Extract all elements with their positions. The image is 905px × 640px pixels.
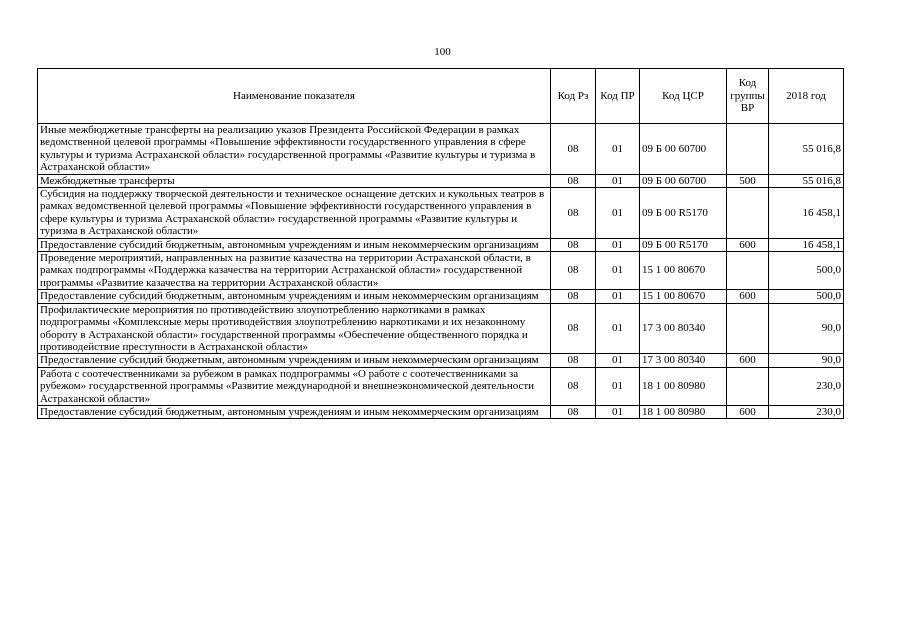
table-row (38, 303, 844, 354)
row-pr: 01 (596, 252, 640, 290)
row-csr: 15 1 00 80670 (640, 252, 727, 290)
row-rz: 08 (551, 174, 596, 187)
row-vr (727, 252, 769, 290)
row-csr: 18 1 00 80980 (640, 405, 727, 418)
table-row (38, 252, 844, 290)
row-rz: 08 (551, 252, 596, 290)
row-name: Субсидия на поддержку творческой деятельности и техническое оснащение детских и кукольных театров в рамках ведомственной целевой программы «Повышение эффективности государственного управления в сфере культуры и туризма Астраханской области» государственной программы «Развитие культуры и туризма в Астраханской области» (38, 188, 551, 239)
row-csr: 09 Б 00 R5170 (640, 238, 727, 251)
row-vr: 600 (727, 354, 769, 367)
header-year: 2018 год (769, 69, 844, 124)
header-rz: Код Рз (551, 69, 596, 124)
row-amount: 55 016,8 (769, 174, 844, 187)
row-amount: 500,0 (769, 252, 844, 290)
header-vr: Код группы ВР (727, 69, 769, 124)
row-csr: 09 Б 00 R5170 (640, 188, 727, 239)
row-pr: 01 (596, 238, 640, 251)
table-row (38, 238, 844, 251)
header-name: Наименование показателя (38, 69, 551, 124)
table-row (38, 124, 844, 175)
row-vr (727, 124, 769, 175)
row-name: Предоставление субсидий бюджетным, автономным учреждениям и иным некоммерческим организациям (38, 405, 551, 418)
row-vr: 500 (727, 174, 769, 187)
row-rz: 08 (551, 188, 596, 239)
row-vr (727, 367, 769, 405)
row-csr: 17 3 00 80340 (640, 303, 727, 354)
row-name: Предоставление субсидий бюджетным, автономным учреждениям и иным некоммерческим организациям (38, 290, 551, 303)
row-name: Иные межбюджетные трансферты на реализацию указов Президента Российской Федерации в рамках ведомственной целевой программы «Повышение эффективности государственного управления в сфере культуры и туризма Астраханской области» государственной программы «Развитие культуры и туризма в Астраханской области» (38, 124, 551, 175)
row-pr: 01 (596, 188, 640, 239)
table-row (38, 354, 844, 367)
page-number: 100 (434, 46, 451, 58)
row-vr (727, 188, 769, 239)
row-name: Работа с соотечественниками за рубежом в рамках подпрограммы «О работе с соотечественниками за рубежом» государственной программы «Развитие международной и внешнеэкономической деятельности Астраханской области» (38, 367, 551, 405)
budget-table (37, 68, 844, 419)
row-csr: 17 3 00 80340 (640, 354, 727, 367)
row-vr: 600 (727, 290, 769, 303)
row-csr: 15 1 00 80670 (640, 290, 727, 303)
row-rz: 08 (551, 405, 596, 418)
row-amount: 230,0 (769, 367, 844, 405)
row-name: Предоставление субсидий бюджетным, автономным учреждениям и иным некоммерческим организациям (38, 238, 551, 251)
row-pr: 01 (596, 303, 640, 354)
header-pr: Код ПР (596, 69, 640, 124)
table-row (38, 188, 844, 239)
row-vr (727, 303, 769, 354)
row-rz: 08 (551, 124, 596, 175)
row-amount: 230,0 (769, 405, 844, 418)
table-row (38, 174, 844, 187)
table-header-row (38, 69, 844, 124)
row-amount: 55 016,8 (769, 124, 844, 175)
row-csr: 09 Б 00 60700 (640, 174, 727, 187)
table-row (38, 405, 844, 418)
row-csr: 09 Б 00 60700 (640, 124, 727, 175)
row-pr: 01 (596, 367, 640, 405)
table-row (38, 290, 844, 303)
row-pr: 01 (596, 405, 640, 418)
row-pr: 01 (596, 354, 640, 367)
row-rz: 08 (551, 367, 596, 405)
row-name: Профилактические мероприятия по противодействию злоупотреблению наркотиками в рамках подпрограммы «Комплексные меры противодействия злоупотреблению наркотиками и их незаконному обороту в Астраханской области» государственной программы «Обеспечение общественного порядка и противодействие преступности в Астраханской области» (38, 303, 551, 354)
row-pr: 01 (596, 124, 640, 175)
row-vr: 600 (727, 238, 769, 251)
row-rz: 08 (551, 238, 596, 251)
row-name: Проведение мероприятий, направленных на развитие казачества на территории Астраханской области, в рамках подпрограммы «Поддержка казачества на территории Астраханской области» государственной программы «Развитие казачества на территории Астраханской области» (38, 252, 551, 290)
row-amount: 16 458,1 (769, 188, 844, 239)
row-amount: 90,0 (769, 354, 844, 367)
row-amount: 90,0 (769, 303, 844, 354)
row-rz: 08 (551, 290, 596, 303)
row-rz: 08 (551, 354, 596, 367)
row-amount: 16 458,1 (769, 238, 844, 251)
row-vr: 600 (727, 405, 769, 418)
row-amount: 500,0 (769, 290, 844, 303)
header-csr: Код ЦСР (640, 69, 727, 124)
row-rz: 08 (551, 303, 596, 354)
row-pr: 01 (596, 290, 640, 303)
row-csr: 18 1 00 80980 (640, 367, 727, 405)
row-pr: 01 (596, 174, 640, 187)
table-row (38, 367, 844, 405)
row-name: Межбюджетные трансферты (38, 174, 551, 187)
row-name: Предоставление субсидий бюджетным, автономным учреждениям и иным некоммерческим организациям (38, 354, 551, 367)
